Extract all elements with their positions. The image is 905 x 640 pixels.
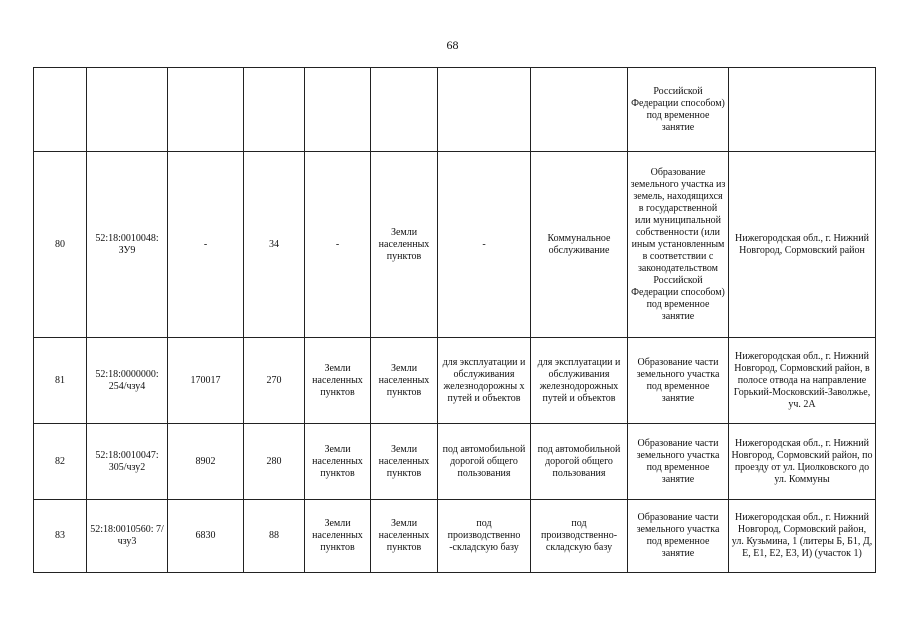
cell-use-after: под производственно-складскую базу — [531, 500, 628, 573]
cell-area-seized: 88 — [244, 500, 305, 573]
cell-category-after: Земли населенных пунктов — [371, 152, 438, 338]
cell-use-before: - — [438, 152, 531, 338]
cell-address: Нижегородская обл., г. Нижний Новгород, Сормовский район — [729, 152, 876, 338]
table-row — [34, 338, 876, 424]
cell-area-seized: 34 — [244, 152, 305, 338]
cell-area-seized: 280 — [244, 424, 305, 500]
cell-category-before — [305, 68, 371, 152]
cell-cadastral-number: 52:18:0010560: 7/чзу3 — [87, 500, 168, 573]
cell-address: Нижегородская обл., г. Нижний Новгород, Сормовский район, ул. Кузьмина, 1 (литеры Б, Б1, Д, Е, Е1, Е2, Е3, И) (участок 1) — [729, 500, 876, 573]
cell-use-before: для эксплуатации и обслуживания железнодорожны х путей и объектов — [438, 338, 531, 424]
cell-address — [729, 68, 876, 152]
table-row — [34, 424, 876, 500]
cell-number: 81 — [34, 338, 87, 424]
cell-formation-method: Образование части земельного участка под временное занятие — [628, 424, 729, 500]
cell-use-after — [531, 68, 628, 152]
cell-area-seized: 270 — [244, 338, 305, 424]
cell-address: Нижегородская обл., г. Нижний Новгород, Сормовский район, в полосе отвода на направление Горький-Московский-Заволжье, уч. 2А — [729, 338, 876, 424]
table-row — [34, 500, 876, 573]
cell-category-after: Земли населенных пунктов — [371, 500, 438, 573]
cell-category-before: Земли населенных пунктов — [305, 500, 371, 573]
cell-cadastral-number: 52:18:0010047: 305/чзу2 — [87, 424, 168, 500]
cell-address: Нижегородская обл., г. Нижний Новгород, Сормовский район, по проезду от ул. Циолковского до ул. Коммуны — [729, 424, 876, 500]
cell-number: 83 — [34, 500, 87, 573]
cell-category-after: Земли населенных пунктов — [371, 338, 438, 424]
cell-formation-method: Образование части земельного участка под временное занятие — [628, 500, 729, 573]
cell-formation-method: Образование земельного участка из земель, находящихся в государственной или муниципальной собственности (или иным установленным в соответствии с законодательством Российской Федерации способом) под временное занятие — [628, 152, 729, 338]
cell-cadastral-number: 52:18:0010048: ЗУ9 — [87, 152, 168, 338]
cell-area-existing: 170017 — [168, 338, 244, 424]
cell-area-existing: 8902 — [168, 424, 244, 500]
land-plot-table — [33, 67, 876, 573]
cell-category-after: Земли населенных пунктов — [371, 424, 438, 500]
cell-category-after — [371, 68, 438, 152]
cell-use-after: под автомобильной дорогой общего пользования — [531, 424, 628, 500]
cell-cadastral-number: 52:18:0000000: 254/чзу4 — [87, 338, 168, 424]
cell-use-after: для эксплуатации и обслуживания железнодорожных путей и объектов — [531, 338, 628, 424]
cell-area-existing: - — [168, 152, 244, 338]
cell-number: 80 — [34, 152, 87, 338]
cell-category-before: Земли населенных пунктов — [305, 424, 371, 500]
cell-use-before: под производственно -складскую базу — [438, 500, 531, 573]
cell-use-before: под автомобильной дорогой общего пользования — [438, 424, 531, 500]
cell-use-after: Коммунальное обслуживание — [531, 152, 628, 338]
page-number: 68 — [446, 38, 459, 52]
cell-formation-method: Образование части земельного участка под временное занятие — [628, 338, 729, 424]
table-row — [34, 152, 876, 338]
cell-number: 82 — [34, 424, 87, 500]
cell-formation-method: Российской Федерации способом) под временное занятие — [628, 68, 729, 152]
cell-cadastral-number — [87, 68, 168, 152]
table-row — [34, 68, 876, 152]
cell-number — [34, 68, 87, 152]
cell-category-before: - — [305, 152, 371, 338]
cell-use-before — [438, 68, 531, 152]
cell-area-seized — [244, 68, 305, 152]
cell-area-existing — [168, 68, 244, 152]
cell-area-existing: 6830 — [168, 500, 244, 573]
cell-category-before: Земли населенных пунктов — [305, 338, 371, 424]
